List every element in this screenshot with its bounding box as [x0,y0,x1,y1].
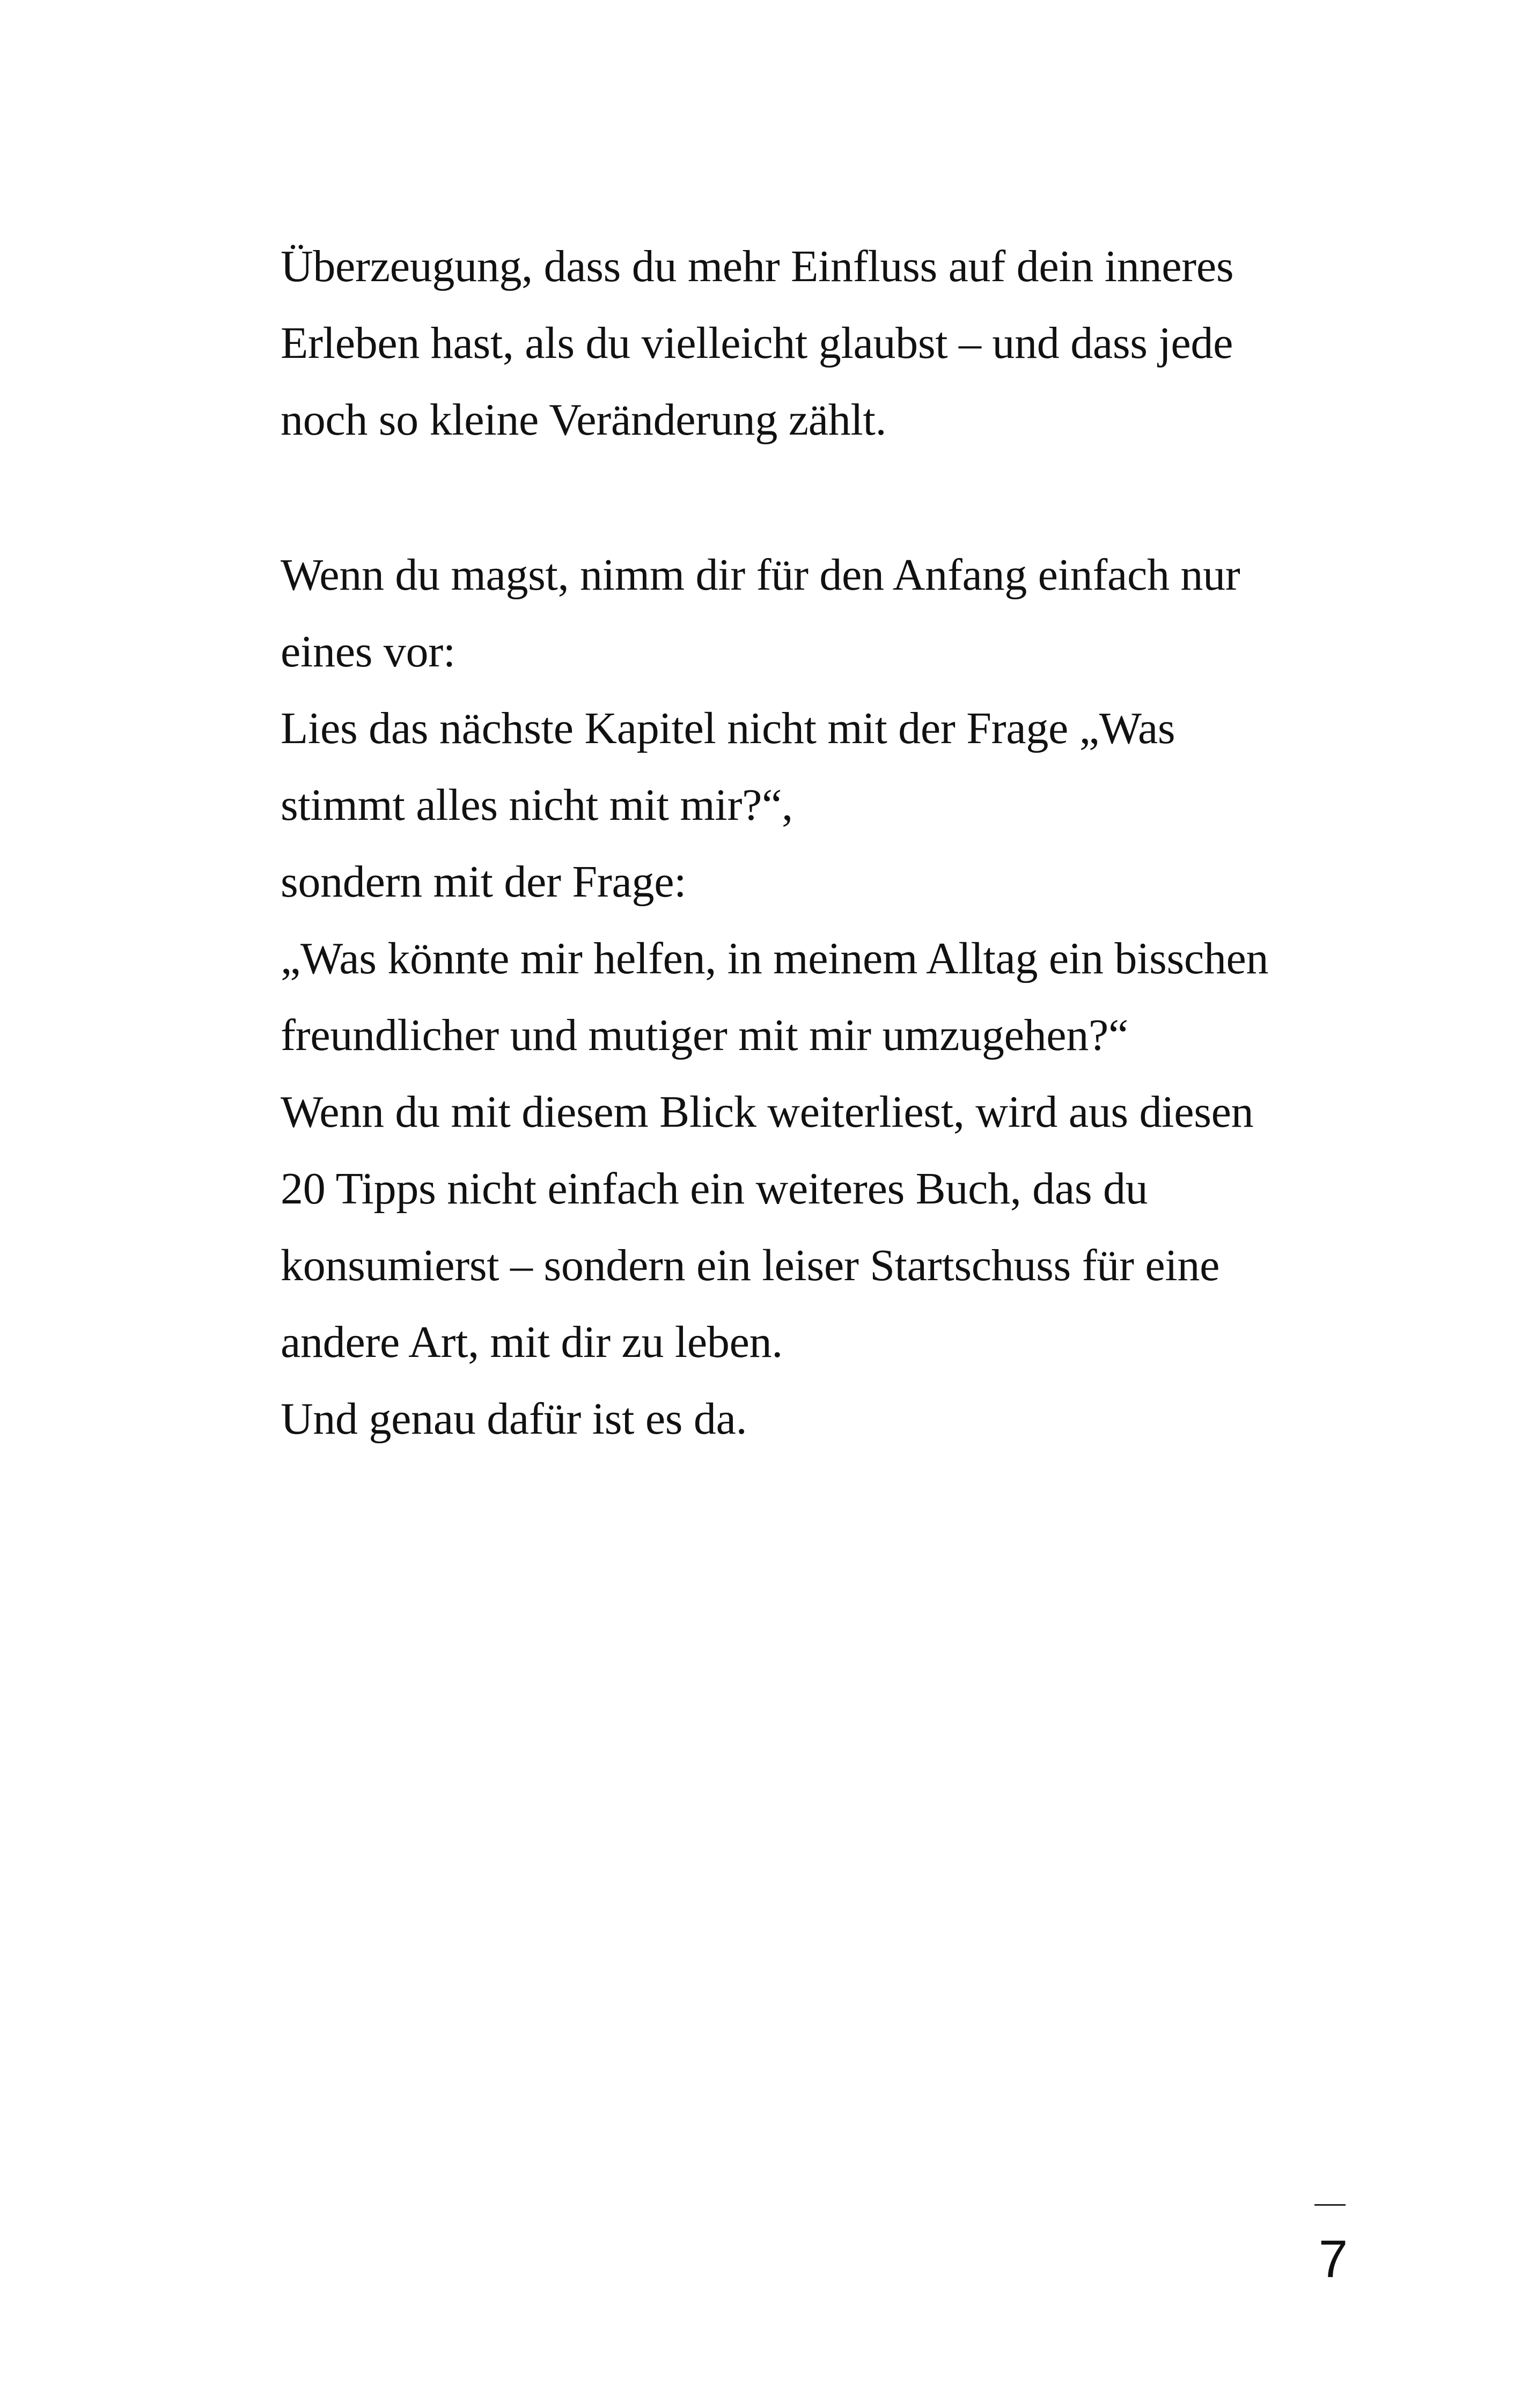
paragraph-conviction [281,228,1354,458]
text-line: Wenn du magst, nimm dir für den Anfang einfach nur [281,550,1240,600]
text-line: 20 Tipps nicht einfach ein weiteres Buch, das du [281,1164,1148,1214]
text-line: konsumierst – sondern ein leiser Startschuss für eine [281,1240,1220,1290]
text-line: Überzeugung, dass du mehr Einfluss auf dein inneres [281,241,1234,291]
text-line: sondern mit der Frage: [281,857,687,907]
page-number-rule [1314,2204,1346,2206]
page-number: 7 [1318,2229,1348,2288]
text-line: „Was könnte mir helfen, in meinem Alltag ein bisschen [281,934,1269,983]
text-line: Und genau dafür ist es da. [281,1394,747,1444]
text-line: Wenn du mit diesem Blick weiterliest, wird aus diesen [281,1087,1254,1137]
text-line: freundlicher und mutiger mit mir umzugehen?“ [281,1010,1128,1060]
text-line: noch so kleine Veränderung zählt. [281,395,887,445]
text-line: Erleben hast, als du vielleicht glaubst – und dass jede [281,318,1233,368]
text-line: andere Art, mit dir zu leben. [281,1317,783,1367]
text-line: Lies das nächste Kapitel nicht mit der Frage „Was [281,703,1175,753]
paragraph-invitation [281,537,1354,1457]
text-line: stimmt alles nicht mit mir?“, [281,780,793,830]
text-line: eines vor: [281,627,455,677]
